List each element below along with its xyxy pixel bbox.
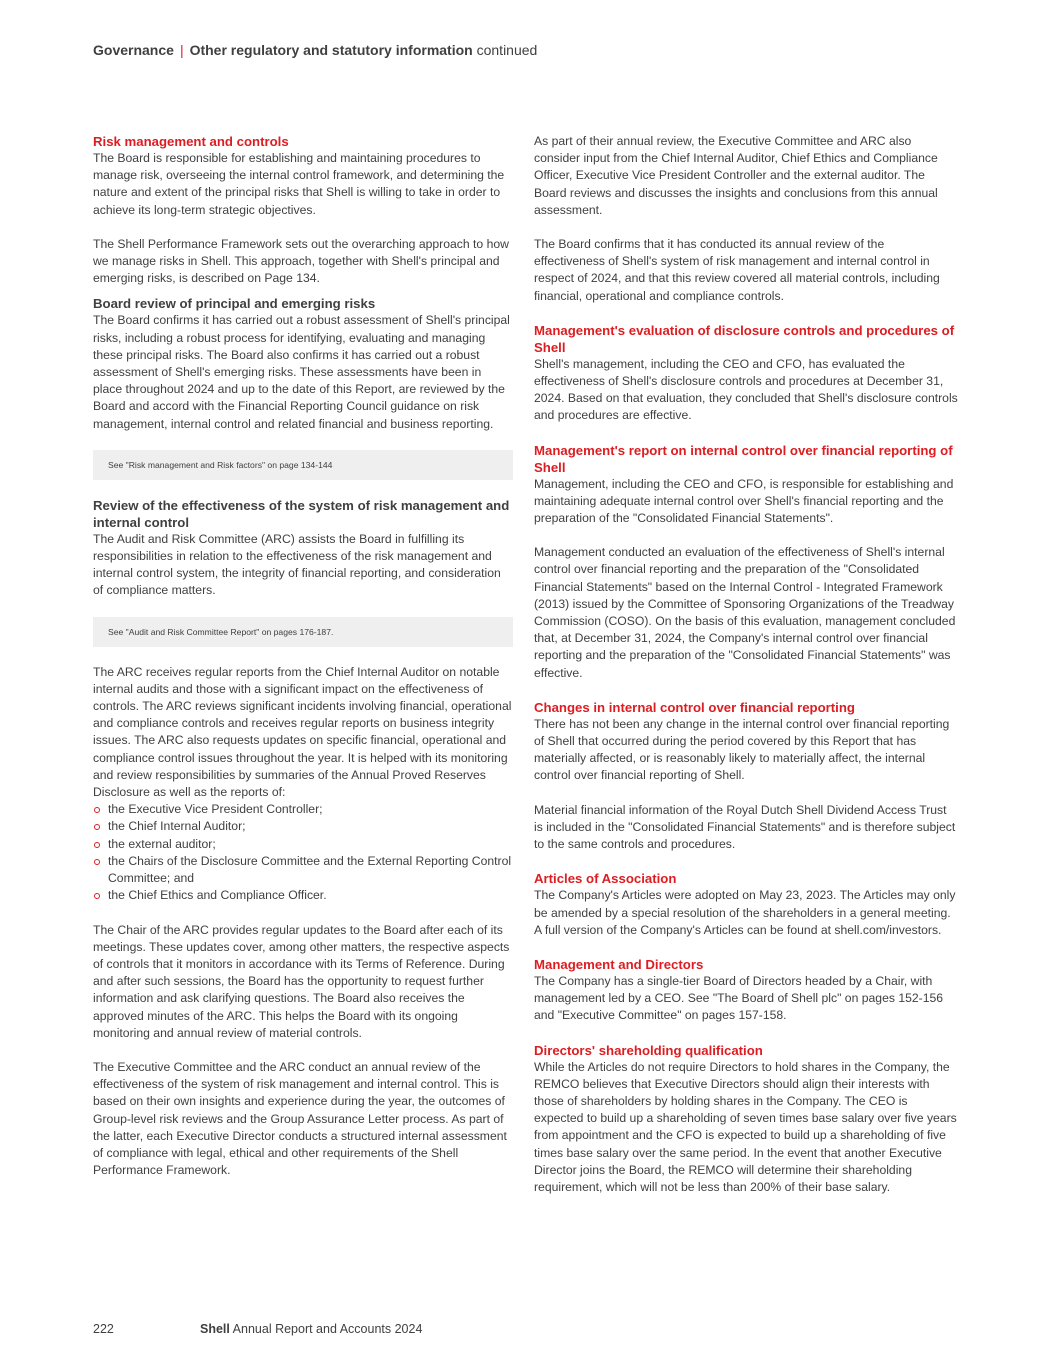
- reports-list: [93, 801, 513, 904]
- shareholding-heading: Directors' shareholding qualification: [534, 1042, 763, 1058]
- footer-report-title: Annual Report and Accounts 2024: [232, 1322, 423, 1336]
- changes-paragraph-2: Material financial information of the Royal Dutch Shell Dividend Access Trust is included in the "Consolidated Financial Statements" and is therefore subject to the same controls and procedures.: [534, 802, 956, 852]
- articles-heading: Articles of Association: [534, 871, 677, 887]
- header-separator: |: [179, 42, 184, 58]
- board-review-heading: Board review of principal and emerging risks: [93, 296, 376, 312]
- disclosure-controls-heading: Management's evaluation of disclosure controls and procedures of Shell: [534, 322, 955, 355]
- risk-management-paragraph-2: The Shell Performance Framework sets out the overarching approach to how we manage risks in Shell. This approach, together with Shell's principal and emerging risks, is described on Page 134.: [93, 236, 509, 286]
- cross-reference-risk-factors: See "Risk management and Risk factors" on page 134-144: [93, 450, 513, 480]
- right-column: [534, 133, 958, 1196]
- icfr-report-heading: Management's report on internal control over financial reporting of Shell: [534, 442, 953, 475]
- cross-reference-arc-report: See "Audit and Risk Committee Report" on pages 176-187.: [93, 617, 513, 647]
- left-column: [93, 133, 513, 1179]
- header-suffix: continued: [476, 42, 538, 58]
- running-header: [93, 42, 537, 58]
- shareholding-paragraph: While the Articles do not require Directors to hold shares in the Company, the REMCO believes that Executive Directors should align their interests with those of shareholders by holding shares in the Company. The CEO is expected to build up a shareholding of seven times base salary over five years from appointment and the CFO is expected to build up a shareholding of five times base salary over the same period. In the event that another Executive Director joins the Board, the REMCO will determine their shareholding requirement, which will not be less than 200% of their base salary.: [534, 1059, 957, 1194]
- annual-review-paragraph-2: The Board confirms that it has conducted its annual review of the effectiveness of Shell's system of risk management and internal control in respect of 2024, and that this review covered all material controls, including financial, operational and compliance controls.: [534, 237, 940, 303]
- management-directors-heading: Management and Directors: [534, 956, 704, 972]
- risk-management-heading: Risk management and controls: [93, 134, 289, 149]
- annual-review-paragraph-1: As part of their annual review, the Executive Committee and ARC also consider input from the Chief Internal Auditor, Chief Ethics and Compliance Officer, Executive Vice President Controller and the external auditor. The Board reviews and discusses the insights and conclusions from this annual assessment.: [534, 134, 938, 217]
- list-item: the Executive Vice President Controller;: [93, 801, 513, 818]
- list-item: the external auditor;: [93, 836, 513, 853]
- footer-brand-name: Shell: [200, 1322, 230, 1336]
- icfr-paragraph-1: Management, including the CEO and CFO, is responsible for establishing and maintaining adequate internal control over Shell's financial reporting and the preparation of the "Consolidated Financial Statements".: [534, 476, 954, 526]
- page-number: 222: [93, 1322, 114, 1336]
- disclosure-controls-paragraph: Shell's management, including the CEO and CFO, has evaluated the effectiveness of Shell's disclosure controls and procedures at December 31, 2024. Based on that evaluation, they concluded that Shell's disclosure controls and procedures are effective.: [534, 356, 958, 423]
- list-item: the Chairs of the Disclosure Committee and the External Reporting Control Committee; and: [93, 853, 513, 887]
- risk-management-paragraph-1: The Board is responsible for establishing and maintaining procedures to manage risk, overseeing the internal control framework, and determining the nature and extent of the principal risks that Shell is willing to take in order to achieve its long-term strategic objectives.: [93, 151, 505, 217]
- icfr-paragraph-2: Management conducted an evaluation of the effectiveness of Shell's internal control over financial reporting and the preparation of the "Consolidated Financial Statements" based on the Internal Control - Integrated Framework (2013) issued by the Committee of Sponsoring Organizations of the Treadway Commission (COSO). On the basis of this evaluation, management concluded that, at December 31, 2024, the Company's internal control over financial reporting and the preparation of the "Consolidated Financial Statements" was effective.: [534, 545, 956, 680]
- header-title: Other regulatory and statutory information: [189, 42, 473, 58]
- management-directors-paragraph: The Company has a single-tier Board of Directors headed by a Chair, with management led by a CEO. See "The Board of Shell plc" on pages 152-156 and "Executive Committee" on pages 157-158.: [534, 973, 944, 1023]
- effectiveness-review-heading: Review of the effectiveness of the system of risk management and internal control: [93, 497, 510, 530]
- arc-paragraph-3: The Executive Committee and the ARC conduct an annual review of the effectiveness of the system of risk management and internal control. This is based on their own insights and experience during the year, the outcomes of Group-level risk reviews and the Group Assurance Letter process. As part of the latter, each Executive Director conducts a structured internal assessment of compliance with legal, ethical and other requirements of the Shell Performance Framework.: [93, 1059, 507, 1178]
- articles-paragraph: The Company's Articles were adopted on May 23, 2023. The Articles may only be amended by a special resolution of the shareholders in a general meeting. A full version of the Company's Articles can be found at shell.com/investors.: [534, 888, 956, 937]
- changes-paragraph-1: There has not been any change in the internal control over financial reporting of Shell that occurred during the period covered by this Report that has materially affected, or is reasonably likely to materially affect, the internal control over financial reporting of Shell.: [534, 716, 950, 783]
- arc-paragraph-1: The ARC receives regular reports from the Chief Internal Auditor on notable internal audits and those with a significant impact on the effectiveness of controls. The ARC reviews significant incidents involving financial, operational and compliance controls and receives regular reports on business integrity issues. The ARC also requests updates on specific financial, operational and compliance control issues throughout the year. It is helped with its monitoring and review responsibilities by summaries of the Annual Proved Reserves Disclosure as well as the reports of:: [93, 664, 512, 800]
- board-review-paragraph: The Board confirms it has carried out a robust assessment of Shell's principal risks, including a robust process for identifying, evaluating and managing these principal risks. The Board also confirms it has carried out a robust assessment of Shell's emerging risks. These assessments have been in place throughout 2024 and up to the date of this Report, are reviewed by the Board and accord with the Financial Reporting Council guidance on risk management, internal control and related financial and business reporting.: [93, 313, 510, 431]
- changes-heading: Changes in internal control over financial reporting: [534, 699, 855, 715]
- footer-brand: [200, 1322, 422, 1336]
- list-item: the Chief Ethics and Compliance Officer.: [93, 887, 513, 904]
- header-section: Governance: [93, 42, 174, 58]
- arc-paragraph-2: The Chair of the ARC provides regular updates to the Board after each of its meetings. These updates cover, among other matters, the respective aspects of controls that it monitors in accordance with its Terms of Reference. During and after such sessions, the Board has the opportunity to request further information and ask clarifying questions. The Board also receives the approved minutes of the ARC. This helps the Board with its ongoing monitoring and annual review of material controls.: [93, 922, 510, 1040]
- effectiveness-review-paragraph: The Audit and Risk Committee (ARC) assists the Board in fulfilling its responsibilities in relation to the effectiveness of the risk management and internal control system, the integrity of financial reporting, and consideration of compliance matters.: [93, 531, 501, 598]
- list-item: the Chief Internal Auditor;: [93, 818, 513, 835]
